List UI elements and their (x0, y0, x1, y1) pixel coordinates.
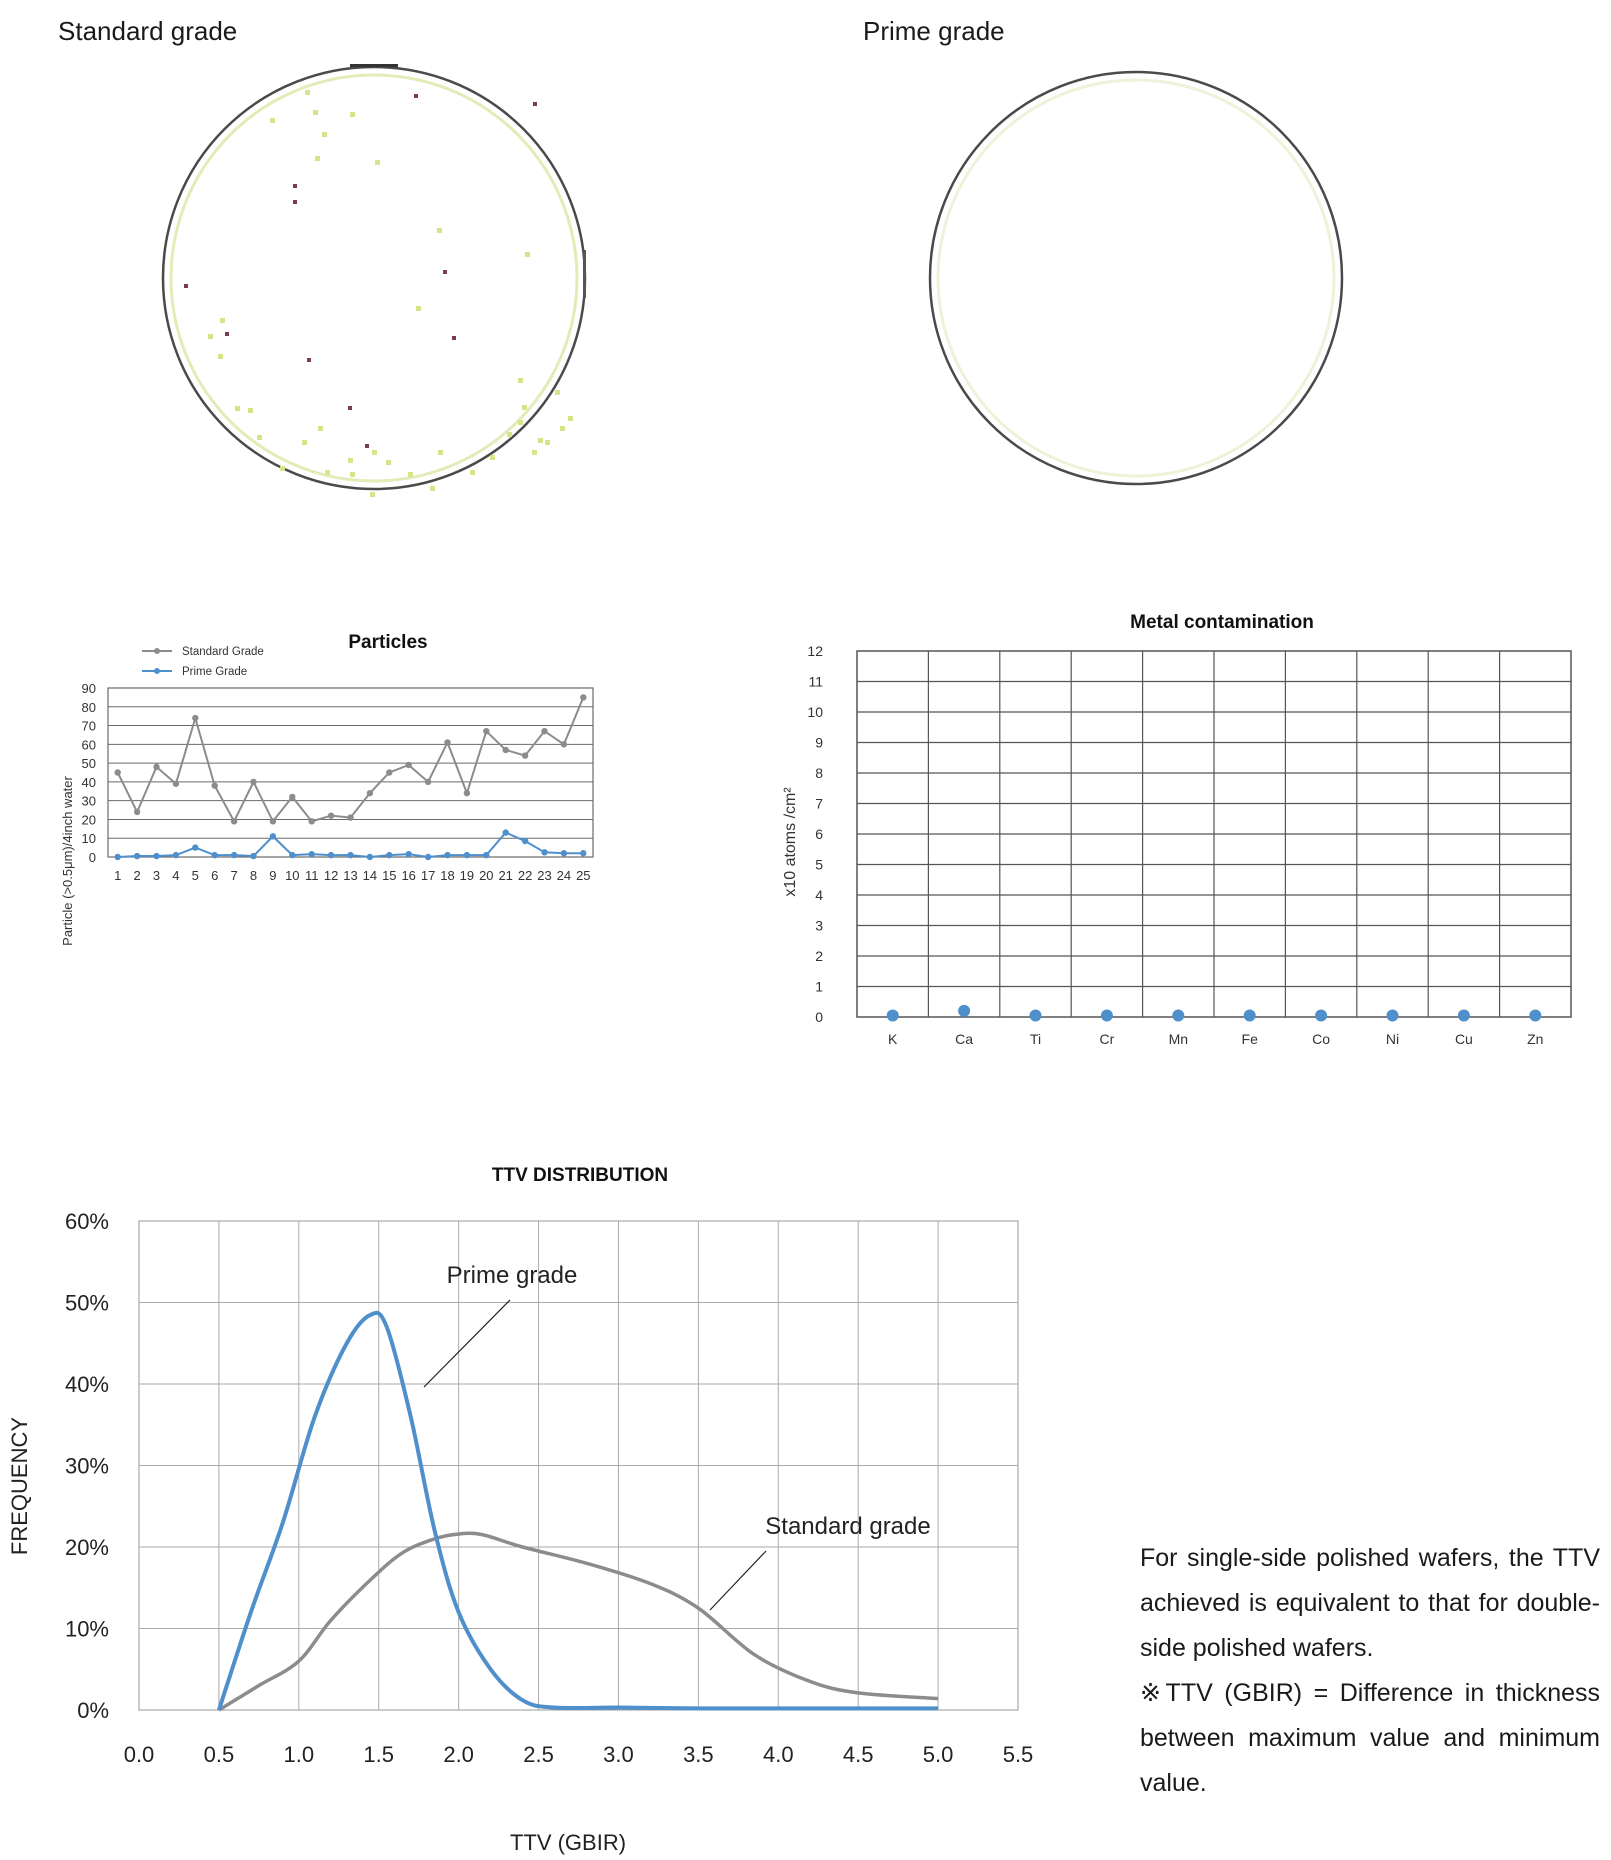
metal-point (1172, 1009, 1184, 1021)
ttv-x-tick-label: 3.5 (683, 1742, 714, 1767)
particles-x-tick-label: 14 (362, 868, 378, 883)
metal-y-tick-label: 2 (815, 948, 823, 964)
particles-y-tick-label: 70 (81, 718, 96, 734)
particles-y-axis-label: Particle (>0.5μm)/4inch water (60, 776, 75, 946)
ttv-y-tick-label: 0% (77, 1698, 109, 1723)
particles-point-prime (231, 852, 237, 858)
metal-contamination-chart (760, 590, 1590, 1060)
metal-y-tick-label: 3 (815, 917, 823, 934)
annotation-prime-grade: Prime grade (446, 1262, 578, 1289)
particles-x-tick-label: 8 (249, 868, 258, 883)
particles-x-tick-label: 9 (269, 868, 277, 883)
particles-point-prime (425, 854, 431, 860)
particles-point-standard (289, 794, 295, 800)
particles-point-standard (464, 790, 470, 796)
particles-point-standard (541, 728, 547, 734)
particles-x-tick-label: 13 (343, 868, 358, 883)
particles-point-prime (289, 852, 295, 858)
particles-point-prime (503, 829, 509, 835)
particles-x-tick-label: 22 (517, 868, 533, 883)
particles-y-tick-label: 60 (81, 737, 96, 753)
particles-point-prime (367, 854, 373, 860)
annotation-standard-grade: Standard grade (765, 1513, 931, 1540)
particles-x-tick-label: 19 (459, 868, 475, 883)
particles-x-tick-label: 21 (498, 868, 513, 883)
particles-point-standard (444, 739, 450, 745)
particles-point-standard (250, 779, 256, 785)
ttv-x-tick-label: 2.0 (443, 1742, 474, 1767)
particles-point-standard (134, 809, 140, 815)
metal-point (958, 1005, 970, 1017)
particles-point-standard (270, 818, 276, 824)
metal-y-tick-label: 1 (815, 978, 823, 995)
metal-point (887, 1009, 899, 1021)
metal-y-tick-label: 12 (807, 643, 823, 659)
metal-point (1458, 1009, 1470, 1021)
particles-point-prime (561, 850, 567, 856)
particles-point-standard (328, 812, 334, 818)
ttv-x-tick-label: 0.0 (123, 1742, 155, 1767)
metal-y-tick-label: 7 (815, 795, 823, 812)
particles-y-tick-label: 10 (81, 831, 96, 847)
particles-point-standard (367, 790, 373, 796)
metal-point (1101, 1009, 1113, 1021)
ttv-y-tick-label: 50% (64, 1290, 109, 1316)
particles-x-tick-label: 17 (420, 868, 436, 883)
prime-wafer-map (920, 60, 1370, 500)
particles-point-prime (250, 853, 256, 859)
prime-wafer-title: Prime grade (863, 16, 1005, 46)
standard-wafer-map (150, 60, 600, 500)
particles-x-tick-label: 1 (114, 868, 122, 883)
metal-x-tick-label: Zn (1527, 1031, 1544, 1047)
particles-point-standard (173, 781, 179, 787)
ttv-x-tick-label: 3.0 (603, 1742, 634, 1767)
ttv-x-tick-label: 1.5 (363, 1742, 395, 1767)
particles-point-prime (134, 853, 140, 859)
metal-x-tick-label: Cr (1099, 1031, 1115, 1047)
particles-x-tick-label: 15 (382, 868, 397, 883)
particles-x-tick-label: 11 (304, 868, 319, 883)
ttv-note-line-2: ※TTV (GBIR) = Difference in thickness between maximum value and minimum value. (1140, 1679, 1600, 1797)
particles-x-tick-label: 3 (152, 868, 161, 883)
metal-y-tick-label: 5 (815, 856, 823, 873)
standard-wafer-title: Standard grade (58, 16, 238, 46)
metal-y-tick-label: 8 (815, 765, 823, 781)
particles-y-tick-label: 90 (81, 681, 96, 696)
ttv-x-tick-label: 0.5 (203, 1742, 235, 1767)
particles-x-tick-label: 10 (285, 868, 300, 883)
ttv-x-tick-label: 4.0 (762, 1742, 794, 1767)
particles-point-prime (483, 852, 489, 858)
metal-y-tick-label: 9 (815, 734, 823, 751)
metal-x-tick-label: Ni (1385, 1031, 1400, 1047)
particles-x-tick-label: 20 (479, 868, 494, 883)
metal-point (1244, 1009, 1256, 1021)
ttv-x-tick-label: 2.5 (523, 1742, 554, 1767)
particles-y-tick-label: 30 (81, 793, 96, 809)
metal-x-tick-label: Cu (1454, 1031, 1473, 1047)
particles-point-standard (192, 715, 198, 721)
ttv-x-tick-label: 1.0 (283, 1742, 315, 1767)
ttv-chart-title: TTV DISTRIBUTION (491, 1165, 669, 1186)
particles-point-prime (115, 854, 121, 860)
particles-point-standard (483, 728, 489, 734)
particles-point-standard (561, 741, 567, 747)
legend-marker-standard (154, 648, 160, 654)
ttv-x-tick-label: 5.5 (1002, 1742, 1034, 1767)
particles-x-tick-label: 4 (172, 868, 180, 883)
particles-point-standard (309, 818, 315, 824)
particles-x-tick-label: 2 (133, 868, 141, 883)
particles-legend (142, 646, 264, 678)
particles-y-tick-label: 40 (81, 774, 96, 790)
particles-y-tick-label: 50 (81, 756, 96, 772)
particles-point-standard (522, 752, 528, 758)
metal-x-tick-label: Ti (1029, 1031, 1042, 1047)
particles-point-standard (115, 769, 121, 775)
ttv-y-tick-label: 30% (64, 1453, 109, 1479)
particles-point-standard (386, 769, 392, 775)
ttv-y-tick-label: 10% (64, 1616, 109, 1642)
particles-point-standard (406, 762, 412, 768)
legend-label-prime: Prime Grade (182, 666, 248, 678)
particles-point-prime (444, 852, 450, 858)
metal-x-tick-label: K (888, 1031, 898, 1047)
ttv-note (1140, 1536, 1600, 1806)
metal-point (1387, 1009, 1399, 1021)
particles-x-tick-label: 24 (556, 868, 572, 883)
ttv-x-axis-label: TTV (GBIR) (509, 1830, 627, 1855)
metal-x-tick-label: Ca (955, 1031, 974, 1047)
particles-point-prime (309, 851, 315, 857)
particles-point-prime (522, 838, 528, 844)
metal-point (1529, 1009, 1541, 1021)
ttv-x-tick-label: 4.5 (842, 1742, 874, 1767)
particles-point-prime (153, 853, 159, 859)
particles-point-prime (406, 851, 412, 857)
particles-x-tick-label: 25 (576, 868, 591, 883)
particles-point-prime (212, 852, 218, 858)
particles-point-prime (541, 849, 547, 855)
ttv-y-tick-label: 40% (64, 1372, 109, 1397)
metal-x-tick-label: Co (1312, 1031, 1331, 1047)
particles-point-prime (173, 852, 179, 858)
particles-x-tick-label: 12 (323, 868, 339, 883)
legend-label-standard: Standard Grade (182, 646, 264, 658)
particles-x-tick-label: 18 (440, 868, 455, 883)
metal-x-tick-label: Fe (1241, 1031, 1258, 1047)
particles-x-tick-label: 23 (537, 868, 552, 883)
particles-y-tick-label: 20 (81, 812, 96, 828)
ttv-y-tick-label: 20% (64, 1535, 109, 1560)
legend-marker-prime (154, 668, 160, 674)
particles-x-tick-label: 16 (401, 868, 416, 883)
particles-point-standard (580, 694, 586, 700)
particles-y-tick-label: 80 (81, 699, 96, 715)
particles-x-tick-label: 6 (211, 868, 219, 883)
particles-plot-area (108, 688, 593, 857)
metal-y-tick-label: 6 (815, 826, 823, 842)
particles-point-standard (425, 779, 431, 785)
metal-x-tick-label: Mn (1168, 1031, 1189, 1047)
metal-chart-title: Metal contamination (1130, 612, 1314, 633)
ttv-note-line-1: For single-side polished wafers, the TTV achieved is equivalent to that for double-side polished wafers. (1140, 1544, 1600, 1662)
particles-point-prime (580, 850, 586, 856)
particles-point-prime (328, 852, 334, 858)
metal-point (1030, 1009, 1042, 1021)
metal-y-tick-label: 0 (815, 1009, 823, 1025)
metal-point (1315, 1009, 1327, 1021)
ttv-x-tick-label: 5.0 (922, 1742, 954, 1767)
particles-x-tick-label: 5 (191, 868, 199, 883)
ttv-y-tick-label: 60% (64, 1209, 109, 1234)
ttv-y-axis-label: FREQUENCY (7, 1416, 32, 1556)
particles-point-standard (347, 814, 353, 820)
metal-y-axis-label: x10 atoms /cm² (782, 787, 799, 897)
particles-point-standard (212, 782, 218, 788)
particles-chart (50, 610, 710, 1060)
particles-point-prime (464, 852, 470, 858)
metal-y-tick-label: 4 (815, 887, 823, 903)
particles-point-prime (192, 844, 198, 850)
particles-point-prime (270, 833, 276, 839)
particles-chart-title: Particles (348, 632, 428, 653)
metal-y-tick-label: 10 (807, 704, 823, 720)
ttv-distribution-chart (0, 1150, 1080, 1860)
particles-point-standard (503, 747, 509, 753)
particles-x-tick-label: 7 (230, 868, 238, 883)
particles-point-standard (153, 764, 159, 770)
particles-point-prime (386, 852, 392, 858)
particles-point-standard (231, 818, 237, 824)
particles-y-tick-label: 0 (88, 850, 96, 865)
particles-point-prime (347, 852, 353, 858)
metal-y-tick-label: 11 (808, 673, 823, 690)
